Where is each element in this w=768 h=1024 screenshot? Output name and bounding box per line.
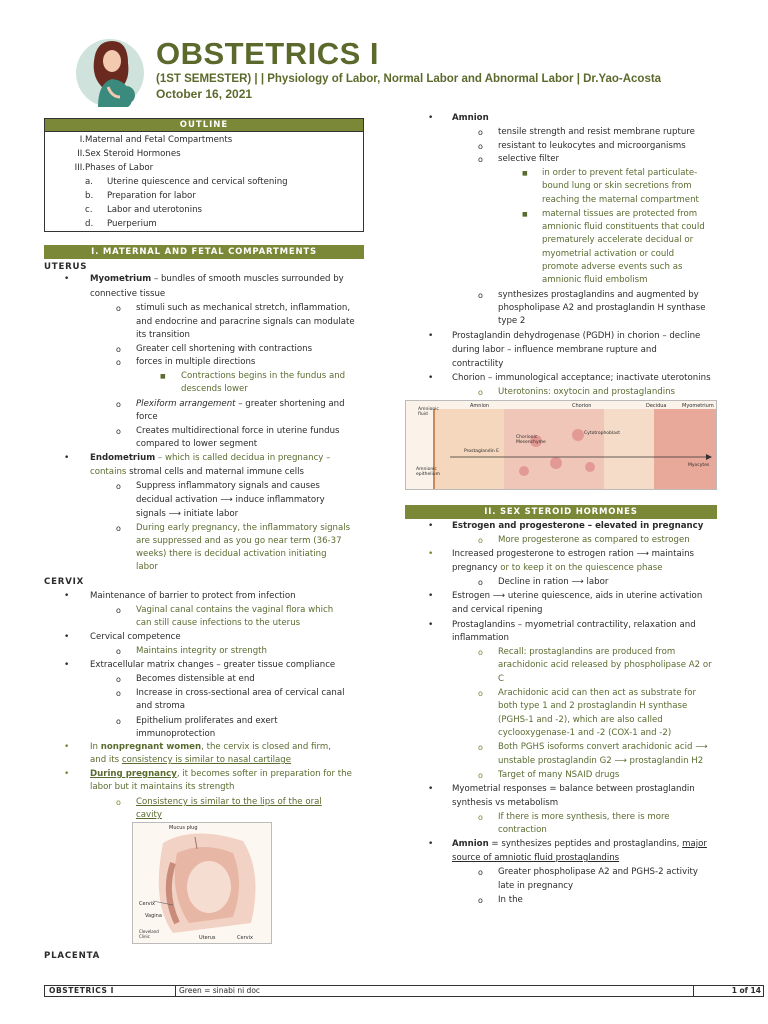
sub-sub-bullet: ■ <box>522 170 528 177</box>
text-line: during labor – influence membrane rupture and <box>452 345 657 355</box>
cervix-heading: CERVIX <box>44 577 85 587</box>
fig-label: Amnionic epithelium <box>416 467 440 477</box>
bullet: • <box>64 274 70 284</box>
text-line: Myometrial responses = balance between prostaglandin <box>452 784 695 794</box>
sub-bullet: o <box>116 482 121 491</box>
sub-bullet: o <box>478 648 483 657</box>
outline-num: II. <box>77 149 85 159</box>
text-line: Cervical competence <box>90 632 181 642</box>
footer-divider <box>693 986 694 996</box>
text-line: connective tissue <box>90 289 166 299</box>
text-line: In nonpregnant women, the cervix is closed and firm, <box>90 742 331 752</box>
text-line: During early pregnancy, the inflammatory signals <box>136 523 351 533</box>
fig-label: Chorionic Mesenchyme <box>516 435 546 445</box>
text-line: Increase in cross-sectional area of cervical canal <box>136 688 345 698</box>
cervix-figure <box>132 822 272 944</box>
fig-label: Chorion <box>572 403 592 409</box>
text-line: myometrial activation or could <box>542 249 675 259</box>
text-line: Creates multidirectional force in uterine fundus <box>136 426 340 436</box>
sub-bullet: o <box>478 813 483 822</box>
text-line: amnionic fluid constituents that could <box>542 222 705 232</box>
outline-heading: OUTLINE <box>45 119 363 132</box>
sub-bullet: o <box>116 345 121 354</box>
bullet: • <box>428 521 434 531</box>
text-line: labor <box>136 562 158 572</box>
bullet: • <box>428 331 434 341</box>
fig-label: Myocytes <box>688 463 710 468</box>
text-line: Arachidonic acid can then act as substrate for <box>498 688 697 698</box>
sub-bullet: o <box>116 524 121 533</box>
text-line: Decline in ration ⟶ labor <box>498 577 609 587</box>
text-line: reaching the maternal compartment <box>542 195 699 205</box>
fig-label: Amnion <box>470 403 490 409</box>
text-line: Uterotonins: oxytocin and prostaglandins <box>498 387 676 397</box>
endometrium-line: Endometrium – which is called decidua in pregnancy – <box>90 453 331 463</box>
sub-sub-bullet: ■ <box>522 211 528 218</box>
sub-bullet: o <box>116 798 121 807</box>
footer-legend: Green = sinabi ni doc <box>179 986 261 995</box>
bullet: • <box>428 373 434 383</box>
sub-bullet: o <box>116 606 121 615</box>
fig-label: Cytotrophoblast <box>584 431 621 436</box>
bullet: • <box>428 113 434 123</box>
sub-bullet: o <box>478 771 483 780</box>
sub-bullet: o <box>478 578 483 587</box>
sub-bullet: o <box>478 743 483 752</box>
sub-bullet: o <box>116 400 121 409</box>
text-line: During pregnancy, it becomes softer in preparation for the <box>90 769 352 779</box>
text-line: Greater phospholipase A2 and PGHS-2 activity <box>498 867 698 877</box>
bullet: • <box>64 453 70 463</box>
footer-title: OBSTETRICS I <box>49 986 115 995</box>
text-line: cyclooxygenase-1 and -2 (COX-1 and -2) <box>498 728 672 738</box>
text-line: and stroma <box>136 701 185 711</box>
text-line: weeks) there is decidual activation initiating <box>136 549 327 559</box>
outline-item: Uterine quiescence and cervical softening <box>107 177 288 187</box>
sub-bullet: o <box>478 388 483 397</box>
text-line: stimuli such as mechanical stretch, inflammation, <box>136 303 351 313</box>
fig-label: Decidua <box>646 403 667 409</box>
outline-num: a. <box>85 177 93 187</box>
text-line: and its consistency is similar to nasal cartilage <box>90 755 292 765</box>
text-line: cavity <box>136 810 162 820</box>
text-line: Contractions begins in the fundus and <box>181 371 346 381</box>
outline-num: c. <box>85 205 93 215</box>
footer-divider <box>175 986 176 996</box>
bullet: • <box>428 591 434 601</box>
text-line: promote adverse events such as <box>542 262 683 272</box>
text-line: Amnion = synthesizes peptides and prostaglandins, major <box>452 839 707 849</box>
text-line: If there is more synthesis, there is more <box>498 812 670 822</box>
text-line: More progesterone as compared to estrogen <box>498 535 690 545</box>
text-line: Suppress inflammatory signals and causes <box>136 481 320 491</box>
text-line: bound lung or skin secretions from <box>542 181 692 191</box>
outline-num: b. <box>85 191 94 201</box>
bullet: • <box>428 549 434 559</box>
doc-title: OBSTETRICS I <box>156 36 380 71</box>
text-line: and cervical ripening <box>452 605 543 615</box>
page-number: 1 of 14 <box>731 986 761 995</box>
text-line: Estrogen and progesterone – elevated in pregnancy <box>452 521 704 531</box>
sub-bullet: o <box>478 536 483 545</box>
outline-item: Sex Steroid Hormones <box>85 149 181 159</box>
bullet: • <box>64 632 70 642</box>
text-line: contraction <box>498 825 547 835</box>
uterus-heading: UTERUS <box>44 262 88 272</box>
text-line: source of amniotic fluid prostaglandins <box>452 853 620 863</box>
text-line: Maintenance of barrier to protect from infection <box>90 591 296 601</box>
text-line: Extracellular matrix changes – greater tissue compliance <box>90 660 336 670</box>
fig-label: Cervix <box>139 901 155 907</box>
text-line: arachidonic acid released by phospholipase A2 or <box>498 660 712 670</box>
text-line: (PGHS-1 and -2), which are also called <box>498 715 663 725</box>
text-line: Prostaglandins – myometrial contractility, relaxation and <box>452 620 696 630</box>
section-1-heading: I. MATERNAL AND FETAL COMPARTMENTS <box>44 245 364 259</box>
outline-item: Preparation for labor <box>107 191 196 201</box>
text-line: tensile strength and resist membrane rupture <box>498 127 695 137</box>
text-line: Maintains integrity or strength <box>136 646 267 656</box>
bullet: • <box>64 660 70 670</box>
fig-label: Mucus plug <box>169 825 198 831</box>
text-line: Chorion – immunological acceptance; inactivate uterotonins <box>452 373 711 383</box>
text-line: signals ⟶ initiate labor <box>136 509 239 519</box>
text-line: phospholipase A2 and prostaglandin H synthase <box>498 303 706 313</box>
plexiform-line: Plexiform arrangement – greater shortening and <box>136 399 345 409</box>
text-line: type 2 <box>498 316 526 326</box>
membranes-illustration <box>406 401 717 490</box>
text-line: synthesizes prostaglandins and augmented by <box>498 290 699 300</box>
text-line: amnionic fluid embolism <box>542 275 648 285</box>
text-line: Greater cell shortening with contractions <box>136 344 313 354</box>
text-line: maternal tissues are protected from <box>542 209 698 219</box>
sub-bullet: o <box>478 142 483 151</box>
bullet: • <box>428 839 434 849</box>
text-line: are suppressed and as you go near term (36-37 <box>136 536 342 546</box>
outline-num: III. <box>74 163 85 173</box>
text-line: inflammation <box>452 633 509 643</box>
fig-label: Cervix <box>237 935 253 941</box>
fig-label: Prostaglandin E <box>464 449 499 454</box>
text-line: can still cause infections to the uterus <box>136 618 301 628</box>
text-line: Epithelium proliferates and exert <box>136 716 278 726</box>
fig-label: Vagina <box>145 913 162 919</box>
text-line: contains stromal cells and maternal immune cells <box>90 467 305 477</box>
text-line: in order to prevent fetal particulate- <box>542 168 698 178</box>
bullet: • <box>428 784 434 794</box>
amnion-heading: Amnion <box>452 113 489 123</box>
outline-num: I. <box>79 135 85 145</box>
text-line: its transition <box>136 330 190 340</box>
text-line: Vaginal canal contains the vaginal flora which <box>136 605 334 615</box>
text-line: labor but it maintains its strength <box>90 782 235 792</box>
text-line: In the <box>498 895 523 905</box>
sub-bullet: o <box>478 896 483 905</box>
footer <box>44 985 764 997</box>
bullet: • <box>428 620 434 630</box>
sub-bullet: o <box>478 868 483 877</box>
doc-date: October 16, 2021 <box>156 87 253 101</box>
sub-bullet: o <box>116 717 121 726</box>
text-line: selective filter <box>498 154 560 164</box>
placenta-heading: PLACENTA <box>44 951 101 961</box>
text-line: compared to lower segment <box>136 439 258 449</box>
sub-bullet: o <box>116 647 121 656</box>
sub-bullet: o <box>478 155 483 164</box>
pregnant-woman-logo <box>72 33 154 109</box>
text-line: descends lower <box>181 384 248 394</box>
sub-bullet: o <box>478 291 483 300</box>
text-line: unstable prostaglandin G2 ⟶ prostaglandin H2 <box>498 756 704 766</box>
text-line: late in pregnancy <box>498 881 574 891</box>
outline-item: Labor and uterotonins <box>107 205 203 215</box>
outline-item: Maternal and Fetal Compartments <box>85 135 233 145</box>
sub-sub-bullet: ■ <box>160 373 166 380</box>
text-line: immunoprotection <box>136 729 216 739</box>
sub-bullet: o <box>116 427 121 436</box>
sub-bullet: o <box>116 304 121 313</box>
text-line: forces in multiple directions <box>136 357 256 367</box>
text-line: both type 1 and 2 prostaglandin H synthase <box>498 701 688 711</box>
fetal-membranes-figure <box>405 400 717 490</box>
myometrium-line: Myometrium – bundles of smooth muscles surrounded by <box>90 274 344 284</box>
outline-item: Puerperium <box>107 219 157 229</box>
text-line: contractility <box>452 359 504 369</box>
text-line: Increased progesterone to estrogen ration ⟶ maintains <box>452 549 695 559</box>
fig-label: Amnionic fluid <box>418 407 439 417</box>
fig-label: Myometrium <box>682 403 714 409</box>
doc-subtitle: (1ST SEMESTER) | | Physiology of Labor, Normal Labor and Abnormal Labor | Dr.Yao-Acosta <box>156 73 662 85</box>
text-line: Prostaglandin dehydrogenase (PGDH) in chorion – decline <box>452 331 701 341</box>
sub-bullet: o <box>116 689 121 698</box>
text-line: decidual activation ⟶ induce inflammatory <box>136 495 325 505</box>
text-line: Both PGHS isoforms convert arachidonic acid ⟶ <box>498 742 708 752</box>
text-line: Recall: prostaglandins are produced from <box>498 647 676 657</box>
outline-num: d. <box>85 219 94 229</box>
text-line: Estrogen ⟶ uterine quiescence, aids in uterine activation <box>452 591 703 601</box>
text-line: and endocrine and paracrine signals can modulate <box>136 317 355 327</box>
cervix-illustration <box>133 823 271 943</box>
text-line: C <box>498 674 505 684</box>
text-line: resistant to leukocytes and microorganisms <box>498 141 686 151</box>
text-line: synthesis vs metabolism <box>452 798 559 808</box>
text-line: pregnancy or to keep it on the quiescence phase <box>452 563 663 573</box>
fig-credit: Cleveland Clinic <box>139 929 159 939</box>
bullet: • <box>64 769 70 779</box>
section-2-heading: II. SEX STEROID HORMONES <box>405 505 717 519</box>
bullet: • <box>64 742 70 752</box>
text-line: force <box>136 412 158 422</box>
sub-bullet: o <box>478 128 483 137</box>
sub-bullet: o <box>116 675 121 684</box>
text-line: prematurely accelerate decidual or <box>542 235 694 245</box>
text-line: Becomes distensible at end <box>136 674 255 684</box>
text-line: Target of many NSAID drugs <box>498 770 620 780</box>
fig-label: Uterus <box>199 935 216 941</box>
outline-box <box>44 118 364 232</box>
outline-item: Phases of Labor <box>85 163 154 173</box>
sub-bullet: o <box>116 358 121 367</box>
sub-bullet: o <box>478 689 483 698</box>
text-line: Consistency is similar to the lips of the oral <box>136 797 322 807</box>
bullet: • <box>64 591 70 601</box>
